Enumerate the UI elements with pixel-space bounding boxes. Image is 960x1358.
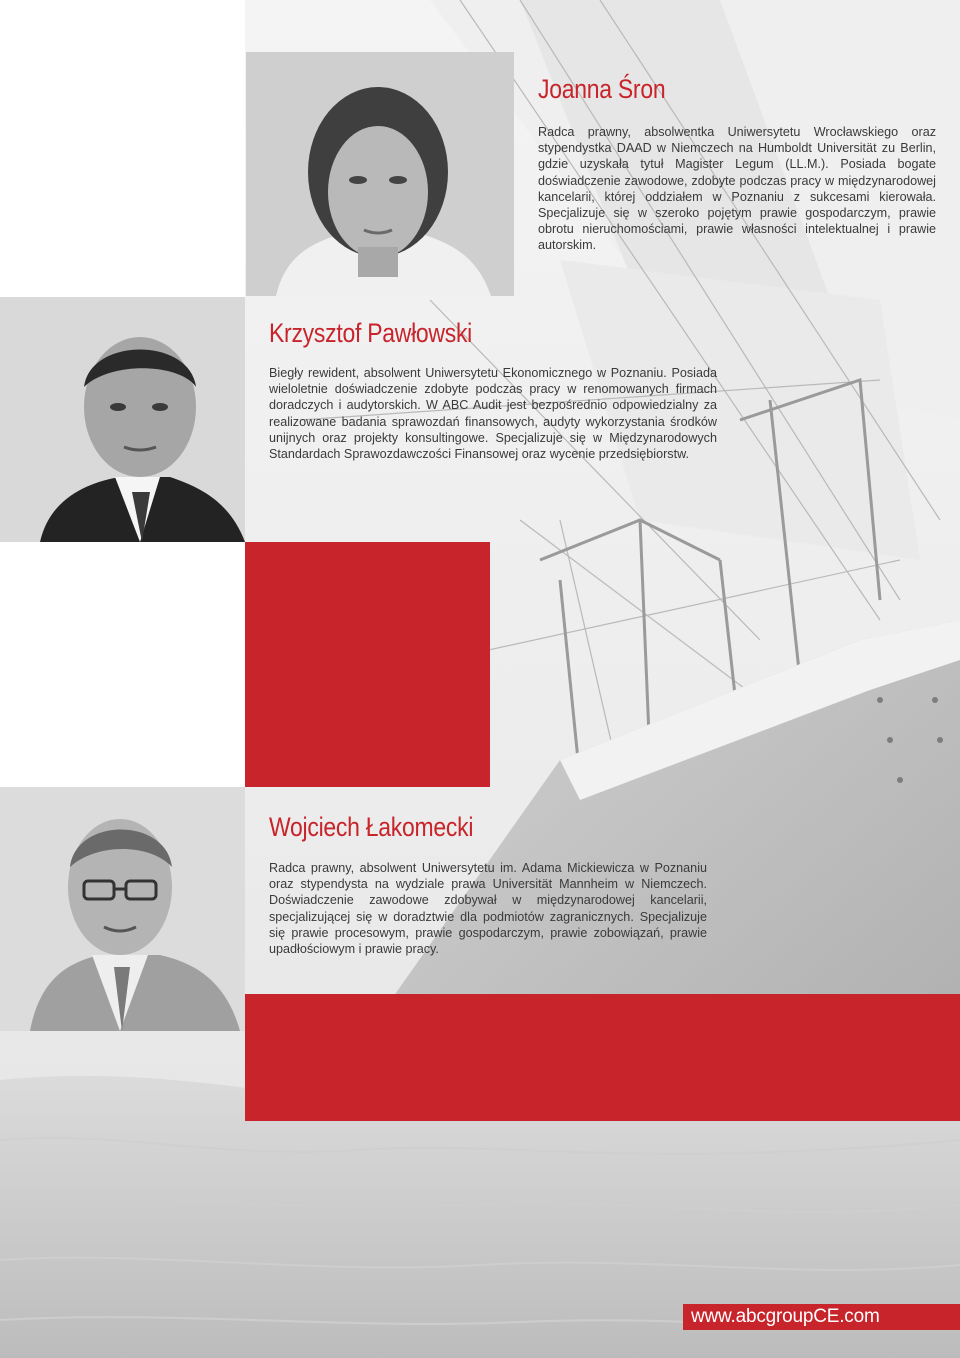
person-bio: Radca prawny, absolwentka Uniwersytetu Wrocławskiego oraz stypendystka DAAD w Niemczech na Humboldt Universität zu Berlin, gdzie uzyskała tytuł Magister Legum (LL.M.). Posiada bogate doświadczenie zawodowe, zdobyte podczas pracy w międzynarodowej kancelarii, której oddziałem w Poznaniu z sukcesami kierowała. Specjalizuje się w szeroko pojętym prawie gospodarczym, prawie obrotu nieruchomościami, prawie własności intelektualnej i prawie autorskim. (538, 125, 936, 253)
person-bio: Radca prawny, absolwent Uniwersytetu im. Adama Mickiewicza w Poznaniu oraz stypendysta na wydziale prawa Universität Mannheim w Niemczech. Doświadczenie zawodowe zdobywał w międzynarodowej kancelarii, specjalizującej się w doradztwie dla podmiotów zagranicznych. Specjalizuje się prawie procesowym, prawie gospodarczym, prawie zobowiązań, prawie upadłościowym i prawie pracy. (269, 861, 707, 957)
portrait-wojciech-lakomecki (0, 787, 245, 1031)
person-bio: Biegły rewident, absolwent Uniwersytetu Ekonomicznego w Poznaniu. Posiada wieloletnie doświadczenie zdobyte podczas pracy w renomowanych firmach doradczych i audytorskich. W ABC Audit jest bezpośrednio odpowiedzialny za realizowane badania sprawozdań finansowych, audyty wykorzystania środków unijnych oraz projekty konsultingowe. Specjalizuje się w Międzynarodowych Standardach Sprawozdawczości Finansowej oraz wycenie przedsiębiorstw. (269, 366, 717, 462)
portrait-krzysztof-pawlowski (0, 297, 245, 542)
accent-band (245, 994, 960, 1121)
footer-website-link[interactable]: www.abcgroupCE.com (691, 1306, 880, 1327)
person-name: Wojciech Łakomecki (269, 812, 474, 842)
person-name: Joanna Śron (538, 74, 666, 104)
accent-block (245, 542, 490, 787)
person-name: Krzysztof Pawłowski (269, 318, 473, 348)
portrait-joanna-sron (246, 52, 514, 296)
